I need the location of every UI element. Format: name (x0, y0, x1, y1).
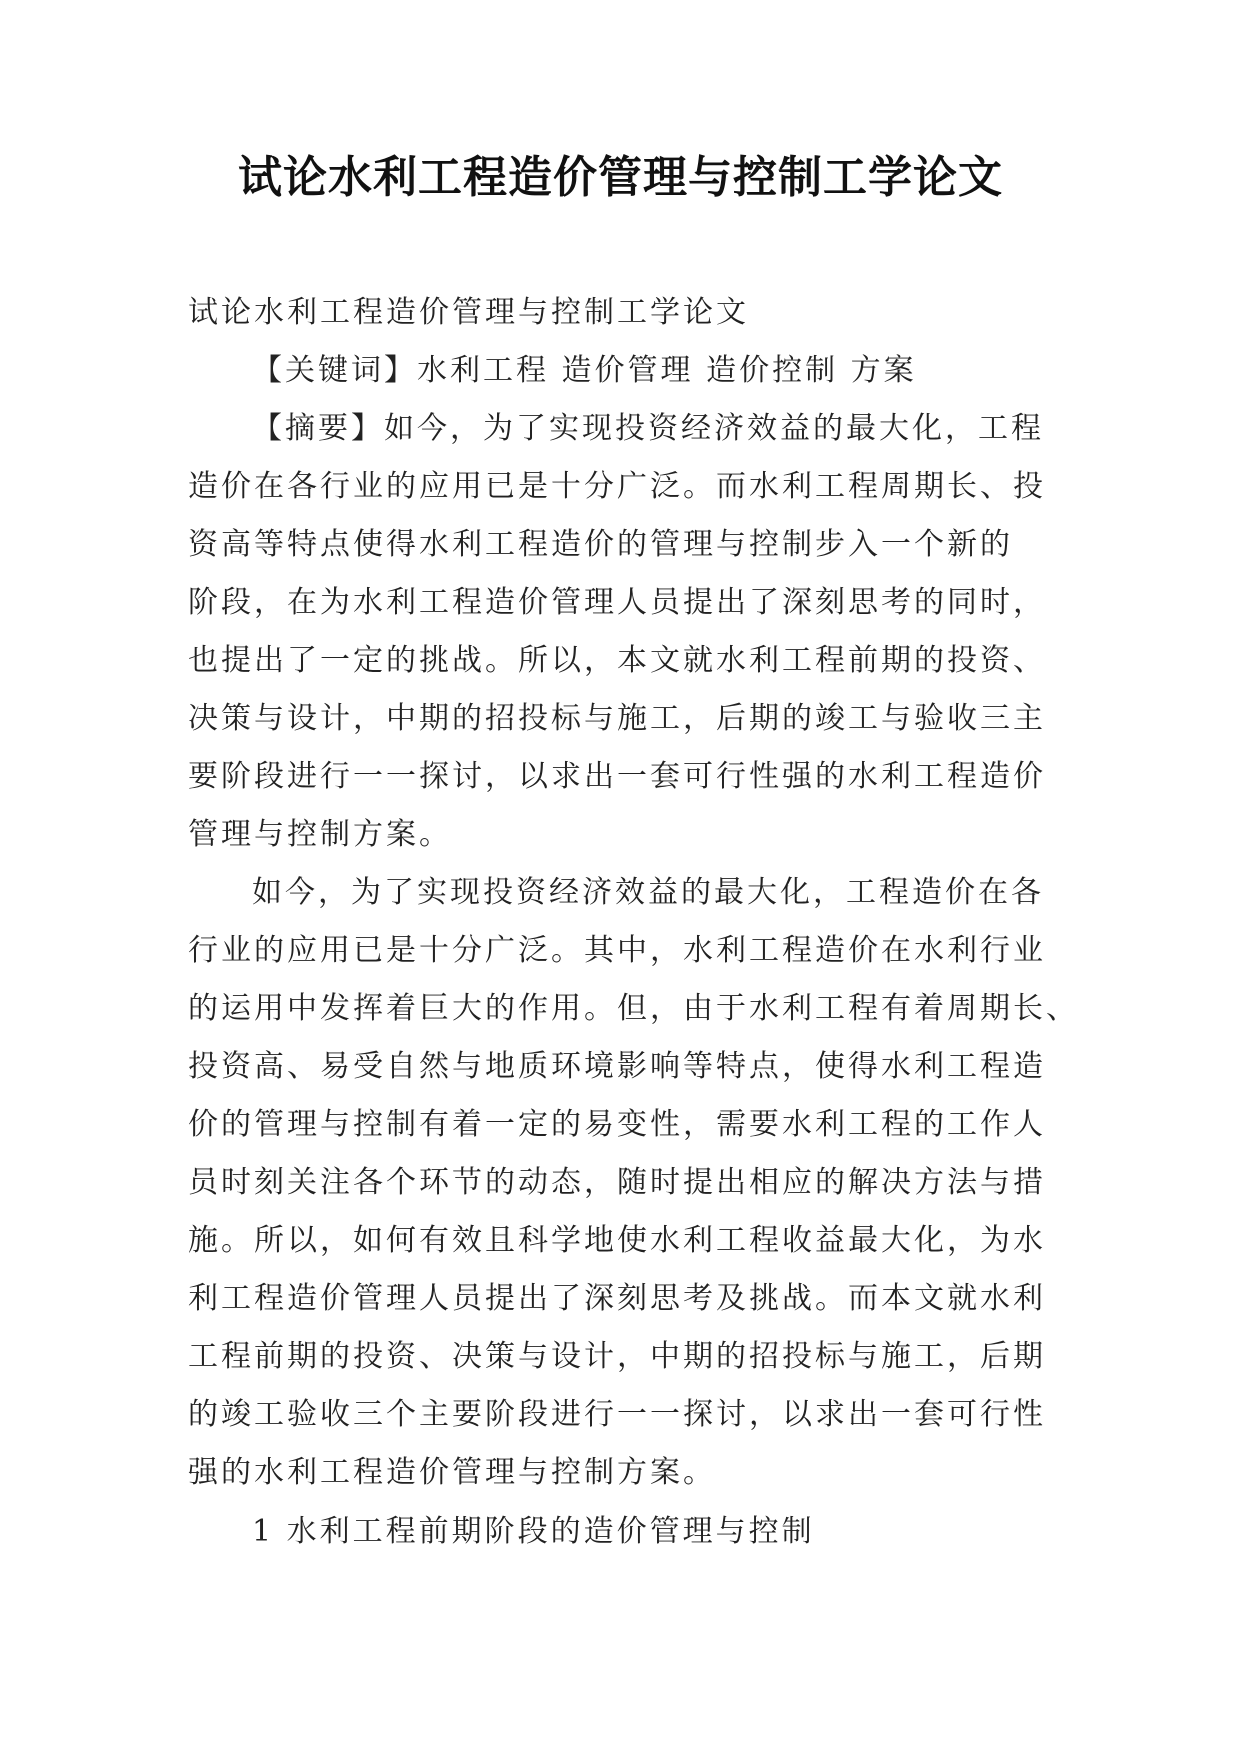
paragraph-line: 利工程造价管理人员提出了深刻思考及挑战。而本文就水利 (188, 1281, 1046, 1316)
document-title: 试论水利工程造价管理与控制工学论文 (238, 152, 1003, 203)
abstract-line: 【摘要】如今，为了实现投资经济效益的最大化，工程 (252, 411, 1044, 446)
paragraph-line: 的运用中发挥着巨大的作用。但，由于水利工程有着周期长、 (188, 991, 1079, 1026)
abstract-line: 造价在各行业的应用已是十分广泛。而水利工程周期长、投 (188, 469, 1046, 504)
paragraph-line: 投资高、易受自然与地质环境影响等特点，使得水利工程造 (188, 1049, 1046, 1084)
section-heading-block (188, 1503, 1088, 1561)
paragraph-line: 工程前期的投资、决策与设计，中期的招投标与施工，后期 (188, 1339, 1046, 1374)
abstract-line: 管理与控制方案。 (188, 817, 452, 852)
abstract-line: 阶段，在为水利工程造价管理人员提出了深刻思考的同时， (188, 585, 1046, 620)
abstract-line: 也提出了一定的挑战。所以，本文就水利工程前期的投资、 (188, 643, 1046, 678)
abstract-line: 要阶段进行一一探讨，以求出一套可行性强的水利工程造价 (188, 759, 1046, 794)
body-paragraph (188, 864, 1088, 1502)
subtitle-block (188, 284, 1088, 342)
paragraph-line: 员时刻关注各个环节的动态，随时提出相应的解决方法与措 (188, 1165, 1046, 1200)
paragraph-line: 行业的应用已是十分广泛。其中，水利工程造价在水利行业 (188, 933, 1046, 968)
section-heading: 1 水利工程前期阶段的造价管理与控制 (252, 1514, 815, 1549)
paragraph-line: 价的管理与控制有着一定的易变性，需要水利工程的工作人 (188, 1107, 1046, 1142)
keywords-line: 【关键词】水利工程 造价管理 造价控制 方案 (252, 353, 917, 388)
abstract-line: 决策与设计，中期的招投标与施工，后期的竣工与验收三主 (188, 701, 1046, 736)
paragraph-line: 施。所以，如何有效且科学地使水利工程收益最大化，为水 (188, 1223, 1046, 1258)
abstract-paragraph (188, 400, 1088, 864)
document-subtitle: 试论水利工程造价管理与控制工学论文 (188, 295, 749, 330)
abstract-line: 资高等特点使得水利工程造价的管理与控制步入一个新的 (188, 527, 1013, 562)
paragraph-line: 如今，为了实现投资经济效益的最大化，工程造价在各 (252, 875, 1044, 910)
paragraph-line: 的竣工验收三个主要阶段进行一一探讨，以求出一套可行性 (188, 1397, 1046, 1432)
paragraph-line: 强的水利工程造价管理与控制方案。 (188, 1455, 716, 1490)
keywords-block (188, 342, 1088, 400)
